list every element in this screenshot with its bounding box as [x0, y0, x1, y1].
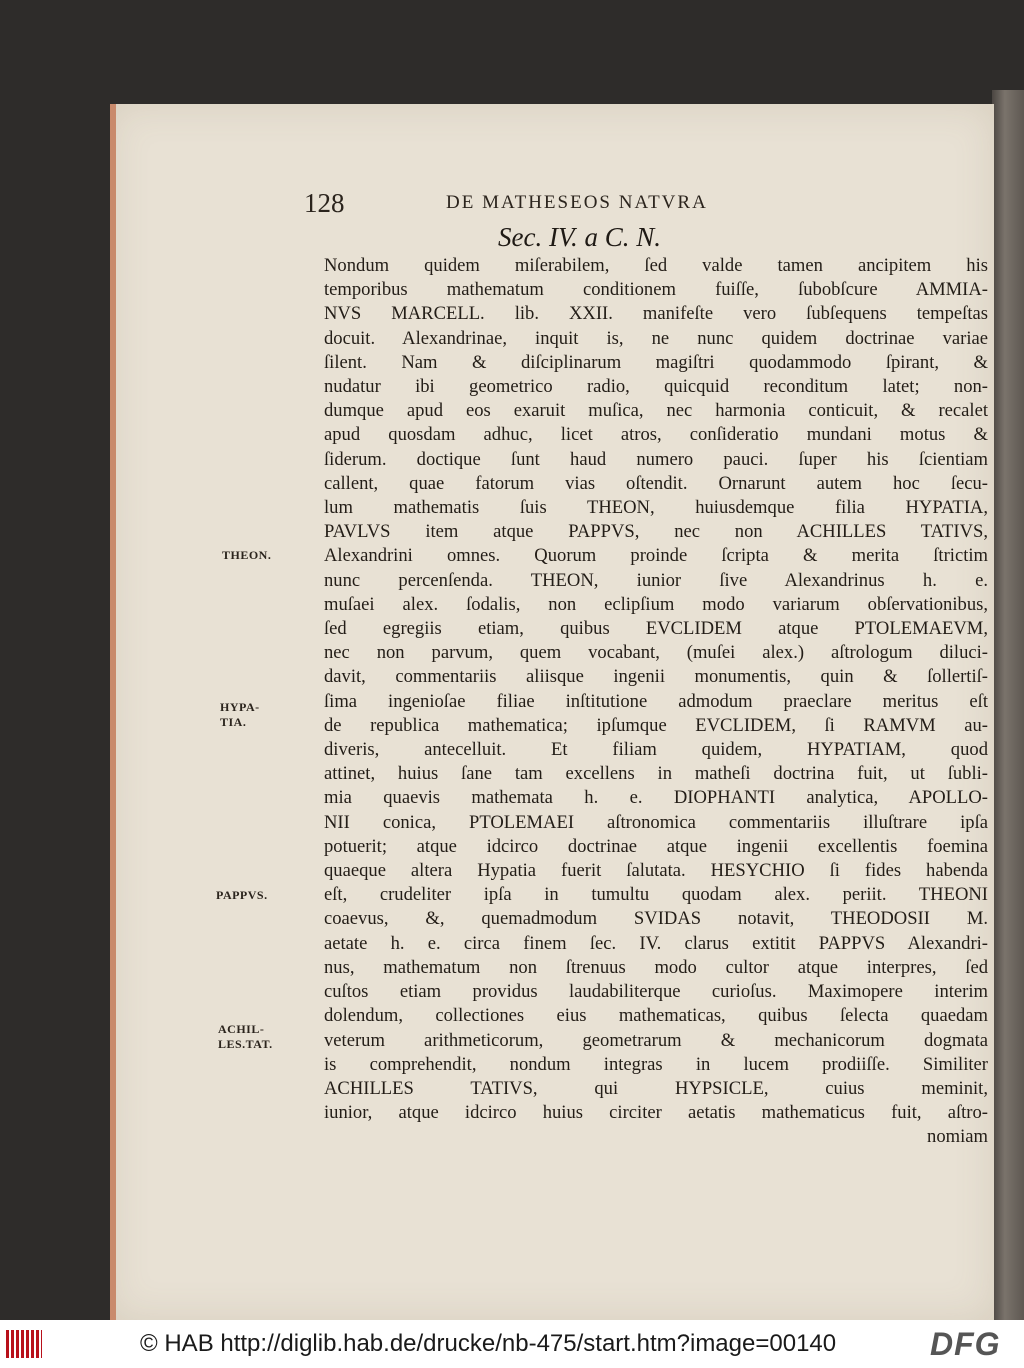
- text-line: Alexandrini omnes. Quorum proinde ſcripta & merita ſtrictim: [324, 545, 988, 567]
- text-line: PAVLVS item atque PAPPVS, nec non ACHILLES TATIVS,: [324, 521, 988, 543]
- section-title: Sec. IV. a C. N.: [498, 222, 661, 252]
- text-line: ſiderum. doctique ſunt haud numero pauci. ſuper his ſcientiam: [324, 448, 988, 470]
- text-line: nudatur ibi geometrico radio, quicquid reconditum latet; non-: [324, 376, 988, 398]
- text-line: potuerit; atque idcirco doctrinae atque ingenii excellentis foemina: [324, 835, 988, 857]
- margin-note-achilles: [218, 1022, 273, 1052]
- text-line: nec non parvum, quem vocabant, (muſei alex.) aſtrologum diluci-: [324, 642, 988, 664]
- text-line: veterum arithmeticorum, geometrarum & mechanicorum dogmata: [324, 1029, 988, 1051]
- text-line: is comprehendit, nondum integras in lucem prodiiſſe. Similiter: [324, 1053, 988, 1075]
- text-line: Nondum quidem miſerabilem, ſed valde tamen ancipitem his: [324, 255, 988, 276]
- text-line: cuſtos etiam providus laudabiliterque curioſus. Maximopere interim: [324, 981, 988, 1003]
- page-number: 128: [304, 188, 345, 218]
- margin-note-achilles-line2: LES.TAT.: [218, 1037, 273, 1051]
- text-line: lum mathematis ſuis THEON, huiusdemque filia HYPATIA,: [324, 497, 988, 519]
- book-page: [110, 104, 994, 1320]
- text-line: davit, commentariis aliisque ingenii monumentis, quin & ſollertiſ-: [324, 666, 988, 688]
- text-line: eſt, crudeliter ipſa in tumultu quodam alex. periit. THEONI: [324, 884, 988, 906]
- text-line: attinet, huius ſane tam excellens in matheſi doctrina fuit, ut ſubli-: [324, 763, 988, 785]
- text-line: dolendum, collectiones eius mathematicas, quibus ſelecta quaedam: [324, 1005, 988, 1027]
- text-line: iunior, atque idcirco huius circiter aetatis mathematicus fuit, aſtro-: [324, 1102, 988, 1124]
- margin-note-hypatia-line1: HYPA-: [220, 700, 260, 714]
- text-line: muſaei alex. ſodalis, non eclipſium modo variarum obſervationibus,: [324, 593, 988, 615]
- text-line: callent, quae fatorum vias oſtendit. Ornarunt autem hoc ſecu-: [324, 472, 988, 494]
- body-text: [324, 254, 988, 1150]
- book-spine: [992, 90, 1024, 1320]
- dfg-logo: DFG: [930, 1326, 1001, 1362]
- margin-note-pappus: PAPPVS.: [216, 888, 268, 902]
- margin-note-theon: THEON.: [222, 548, 272, 562]
- text-line: aetate h. e. circa finem ſec. IV. clarus extitit PAPPVS Alexandri-: [324, 932, 988, 954]
- text-line: ACHILLES TATIVS, qui HYPSICLE, cuius meminit,: [324, 1077, 988, 1099]
- text-line: nus, mathematum non ſtrenuus modo cultor atque interpres, ſed: [324, 956, 988, 978]
- hab-barcode-icon: [6, 1330, 42, 1358]
- copyright-link[interactable]: © HAB http://diglib.hab.de/drucke/nb-475/start.htm?image=00140: [140, 1330, 837, 1357]
- text-line: ſima ingenioſae filiae inſtitutione admodum praeclare meritus eſt: [324, 690, 988, 712]
- text-line: nomiam: [927, 1126, 988, 1148]
- text-line: nunc percenſenda. THEON, iunior ſive Alexandrinus h. e.: [324, 569, 988, 591]
- text-line: quaeque altera Hypatia fuerit ſalutata. HESYCHIO ſi fides habenda: [324, 860, 988, 882]
- margin-note-hypatia-line2: TIA.: [220, 715, 247, 729]
- margin-note-achilles-line1: ACHIL-: [218, 1022, 265, 1036]
- running-head: DE MATHESEOS NATVRA: [446, 192, 708, 213]
- text-line: mia quaevis mathemata h. e. DIOPHANTI analytica, APOLLO-: [324, 787, 988, 809]
- text-line: docuit. Alexandrinae, inquit is, ne nunc quidem doctrinae variae: [324, 327, 988, 349]
- text-line: ſilent. Nam & diſciplinarum magiſtri quodammodo ſpirant, &: [324, 351, 988, 373]
- text-line: NII conica, PTOLEMAEI aſtronomica commentariis illuſtrare ipſa: [324, 811, 988, 833]
- footer-bar: [0, 1320, 1024, 1368]
- text-line: de republica mathematica; ipſumque EVCLIDEM, ſi RAMVM au-: [324, 714, 988, 736]
- text-line: diveris, antecelluit. Et filiam quidem, HYPATIAM, quod: [324, 739, 988, 761]
- text-line: dumque apud eos exaruit muſica, nec harmonia conticuit, & recalet: [324, 400, 988, 422]
- text-line: coaevus, &, quemadmodum SVIDAS notavit, THEODOSII M.: [324, 908, 988, 930]
- margin-note-hypatia: [220, 700, 260, 730]
- text-line: NVS MARCELL. lib. XXII. manifeſte vero ſubſequens tempeſtas: [324, 303, 988, 325]
- text-line: ſed egregiis etiam, quibus EVCLIDEM atque PTOLEMAEVM,: [324, 618, 988, 640]
- text-line: temporibus mathematum conditionem fuiſſe, ſubobſcure AMMIA-: [324, 279, 988, 301]
- text-line: apud quosdam adhuc, licet atros, conſideratio mundani motus &: [324, 424, 988, 446]
